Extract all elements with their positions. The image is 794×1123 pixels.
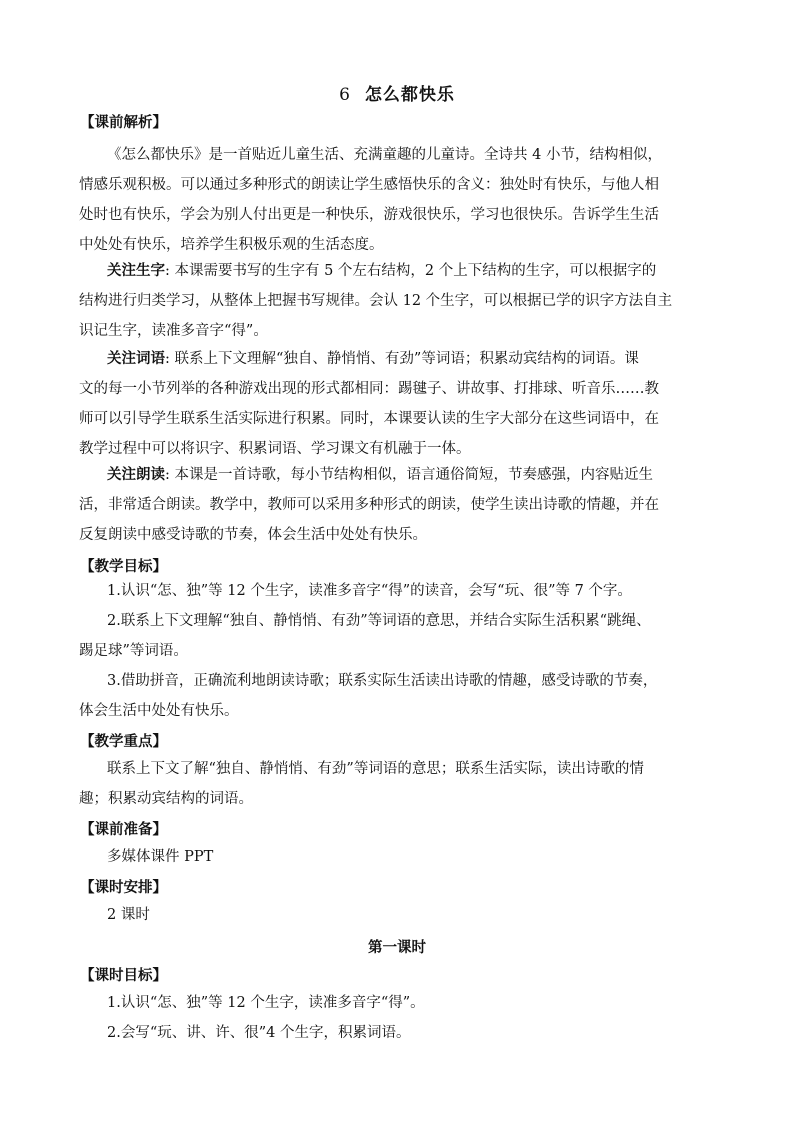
paragraph-line: 2 课时 [107, 907, 150, 923]
paragraph-line: : 本课需要书写的生字有 5 个左右结构，2 个上下结构的生字，可以根据字的 [165, 263, 657, 279]
paragraph-line: 师可以引导学生联系生活实际进行积累。同时，本课要认读的生字大部分在这些词语中，在 [79, 411, 659, 427]
paragraph-line: 《怎么都快乐》是一首贴近儿童生活、充满童趣的儿童诗。全诗共 4 小节，结构相似， [107, 147, 662, 163]
prep-heading: 【课前准备】 [80, 821, 167, 838]
goal-2 [79, 606, 719, 666]
paragraph-line: 2.联系上下文理解“独自、静悄悄、有劲”等词语的意思，并结合实际生活积累“跳绳、 [107, 613, 651, 629]
paragraph-line: : 联系上下文理解“独自、静悄悄、有劲”等词语；积累动宾结构的词语。课 [165, 351, 639, 367]
lesson-title [0, 80, 794, 105]
paragraph-line: 活，非常适合朗读。教学中，教师可以采用多种形式的朗读，使学生读出诗歌的情趣，并在 [79, 497, 659, 513]
paragraph-line: 联系上下文了解“独自、静悄悄、有劲”等词语的意思；联系生活实际，读出诗歌的情 [107, 761, 644, 777]
lesson-goals [79, 988, 719, 1048]
key-paragraph [79, 754, 719, 814]
paragraph-line: 多媒体课件 PPT [107, 849, 214, 865]
paragraph-line: 1.认识“怎、独”等 12 个生字，读准多音字“得”。 [107, 995, 425, 1011]
paragraph-line: 2.会写“玩、讲、许、很”4 个生字，积累词语。 [107, 1025, 411, 1041]
paragraph-line: 趣；积累动宾结构的词语。 [79, 791, 253, 807]
paragraph-line: 结构进行归类学习，从整体上把握书写规律。会认 12 个生字，可以根据已学的识字方法自主 [79, 293, 673, 309]
analysis-paragraph [79, 140, 719, 260]
paragraph-line: 识记生字，读准多音字“得”。 [79, 323, 268, 339]
focus-reading-label: 关注朗读 [107, 466, 165, 483]
focus-chars-paragraph [79, 256, 719, 346]
paragraph-line: 教学过程中可以将识字、积累词语、学习课文有机融于一体。 [79, 441, 471, 457]
paragraph-line: 体会生活中处处有快乐。 [79, 703, 239, 719]
paragraph-line: : 本课是一首诗歌，每小节结构相似，语言通俗简短，节奏感强，内容贴近生 [165, 467, 653, 483]
focus-words-label: 关注词语 [107, 350, 165, 367]
lesson-one-title: 第一课时 [368, 939, 426, 956]
paragraph-line: 踢足球”等词语。 [79, 643, 188, 659]
paragraph-line: 1.认识“怎、独”等 12 个生字，读准多音字“得”的读音，会写“玩、很”等 7 个字。 [107, 583, 632, 599]
lesson-number: 6 [339, 85, 351, 105]
schedule-heading: 【课时安排】 [80, 879, 167, 896]
focus-reading-paragraph [79, 460, 719, 550]
paragraph-line: 3.借助拼音，正确流利地朗读诗歌；联系实际生活读出诗歌的情趣，感受诗歌的节奏， [107, 673, 658, 689]
focus-chars-label: 关注生字 [107, 262, 165, 279]
paragraph-line: 反复朗读中感受诗歌的节奏，体会生活中处处有快乐。 [79, 527, 427, 543]
schedule-paragraph [79, 900, 719, 930]
goals-heading: 【教学目标】 [80, 558, 167, 575]
paragraph-line: 情感乐观积极。可以通过多种形式的朗读让学生感悟快乐的含义：独处时有快乐，与他人相 [79, 177, 659, 193]
prep-paragraph [79, 842, 719, 872]
paragraph-line: 中处处有快乐，培养学生积极乐观的生活态度。 [79, 237, 384, 253]
lesson-title-text: 怎么都快乐 [364, 85, 455, 105]
lesson-goals-heading: 【课时目标】 [80, 967, 167, 984]
paragraph-line: 处时也有快乐，学会为别人付出更是一种快乐，游戏很快乐，学习也很快乐。告诉学生生活 [79, 207, 659, 223]
paragraph-line: 文的每一小节列举的各种游戏出现的形式都相同：踢毽子、讲故事、打排球、听音乐……教 [79, 381, 659, 397]
focus-words-paragraph [79, 344, 719, 464]
analysis-heading: 【课前解析】 [80, 114, 167, 131]
goal-1 [79, 576, 719, 606]
goal-3 [79, 666, 719, 726]
key-heading: 【教学重点】 [80, 733, 167, 750]
